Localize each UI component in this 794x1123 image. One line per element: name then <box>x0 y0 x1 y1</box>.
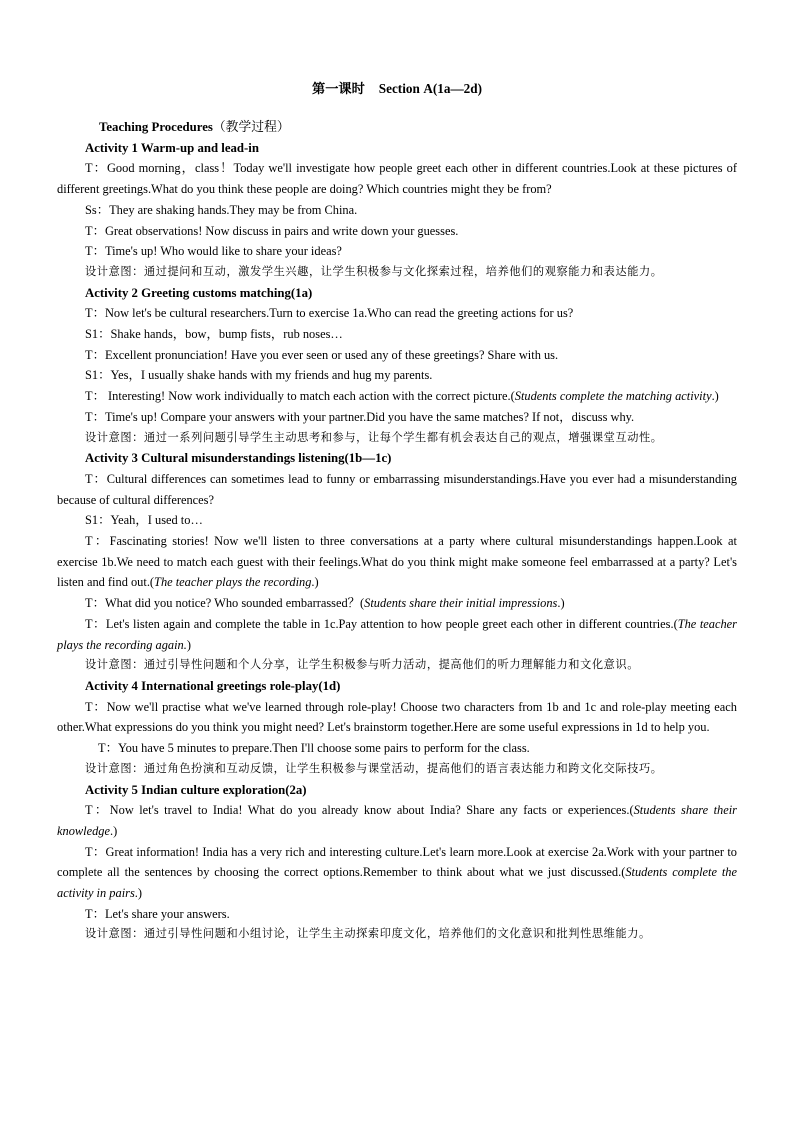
design-intent: 设计意图：通过引导性问题和小组讨论，让学生主动探索印度文化，培养他们的文化意识和批判性思维能力。 <box>85 927 651 941</box>
lesson-title <box>0 79 794 100</box>
activity-heading: Activity 4 International greetings role-play(1d) <box>85 678 341 693</box>
dialogue-line: T：You have 5 minutes to prepare.Then I'll choose some pairs to perform for the class. <box>98 741 530 756</box>
dialogue-line: T：Good morning，class！Today we'll investigate how people greet each other in different countries.Look at these pictures of different greetings.What do you think these people are doing? Which countries might they be from? <box>57 161 737 197</box>
activity-heading: Activity 1 Warm-up and lead-in <box>85 140 259 155</box>
dialogue-line: T：Excellent pronunciation! Have you ever seen or used any of these greetings? Share with us. <box>85 347 559 362</box>
design-intent: 设计意图：通过一系列问题引导学生主动思考和参与，让每个学生都有机会表达自己的观点，增强课堂互动性。 <box>85 430 663 444</box>
stage-direction: The teacher plays the recording again. <box>57 616 738 652</box>
dialogue-line: Ss：They are shaking hands.They may be from China. <box>85 202 358 217</box>
activity-heading: Activity 3 Cultural misunderstandings listening(1b—1c) <box>85 451 392 466</box>
stage-direction: Students complete the matching activity <box>514 389 712 404</box>
dialogue-line: T：Let's share your answers. <box>85 906 230 921</box>
design-intent: 设计意图：通过角色扮演和互动反馈，让学生积极参与课堂活动，提高他们的语言表达能力和跨文化交际技巧。 <box>85 761 663 775</box>
dialogue-line: T：Fascinating stories! Now we'll listen to three conversations at a party where cultural misunderstandings happen.Look at exercise 1b.We need to match each guest with their feelings.What do you think might make someone feel embarrassed at a party? Let's listen and find out.(The teacher plays the recording.) <box>57 534 737 590</box>
stage-direction: The teacher plays the recording <box>154 575 312 590</box>
activity-heading: Activity 2 Greeting customs matching(1a) <box>85 285 313 300</box>
design-intent: 设计意图：通过提问和互动，激发学生兴趣，让学生积极参与文化探索过程，培养他们的观察能力和表达能力。 <box>85 264 663 278</box>
dialogue-line: S1：Yes，I usually shake hands with my friends and hug my parents. <box>85 368 433 383</box>
dialogue-line: T：Now let's travel to India! What do you already know about India? Share any facts or experiences.(Students share their knowledge.) <box>57 803 737 838</box>
dialogue-line: T： Interesting! Now work individually to match each action with the correct picture.(Students complete the matching activity.) <box>85 389 719 404</box>
activity-heading: Activity 5 Indian culture exploration(2a) <box>85 782 307 797</box>
dialogue-line: T：Time's up! Compare your answers with your partner.Did you have the same matches? If not，discuss why. <box>85 409 635 424</box>
stage-direction: Students share their knowledge <box>57 803 737 838</box>
design-intent: 设计意图：通过引导性问题和个人分享，让学生积极参与听力活动，提高他们的听力理解能力和文化意识。 <box>85 658 640 672</box>
document-body <box>57 117 737 945</box>
dialogue-line: S1：Yeah，I used to… <box>85 513 203 528</box>
section-label: Section A(1a—2d) <box>378 81 482 96</box>
dialogue-line: T：Cultural differences can sometimes lead to funny or embarrassing misunderstandings.Have you ever had a misunderstanding because of cultural differences? <box>57 471 737 507</box>
lesson-number: 第一课时 <box>312 81 365 96</box>
dialogue-line: T：What did you notice? Who sounded embarrassed？(Students share their initial impressions.) <box>85 596 565 611</box>
procedures-heading: Teaching Procedures（教学过程） <box>99 120 290 134</box>
dialogue-line: T：Let's listen again and complete the table in 1c.Pay attention to how people greet each other in different countries.(The teacher plays the recording again.) <box>57 616 738 652</box>
stage-direction: Students share their initial impressions <box>364 596 558 611</box>
dialogue-line: T：Now let's be cultural researchers.Turn to exercise 1a.Who can read the greeting actions for us? <box>85 306 574 321</box>
stage-direction: Students complete the activity in pairs <box>57 865 737 901</box>
dialogue-line: T：Time's up! Who would like to share your ideas? <box>85 244 342 259</box>
dialogue-line: T：Now we'll practise what we've learned through role-play! Choose two characters from 1b and 1c and role-play meeting each other.What expressions do you think you might need? Let's brainstorm together.Here are some useful expressions in 1d to help you. <box>57 699 737 735</box>
dialogue-line: S1：Shake hands，bow，bump fists，rub noses… <box>85 327 343 342</box>
dialogue-line: T：Great observations! Now discuss in pairs and write down your guesses. <box>85 223 459 238</box>
dialogue-line: T：Great information! India has a very rich and interesting culture.Let's learn more.Look at exercise 2a.Work with your partner to complete all the sentences by choosing the correct options.Remember to think about what we just discussed.(Students complete the activity in pairs.) <box>57 844 737 901</box>
